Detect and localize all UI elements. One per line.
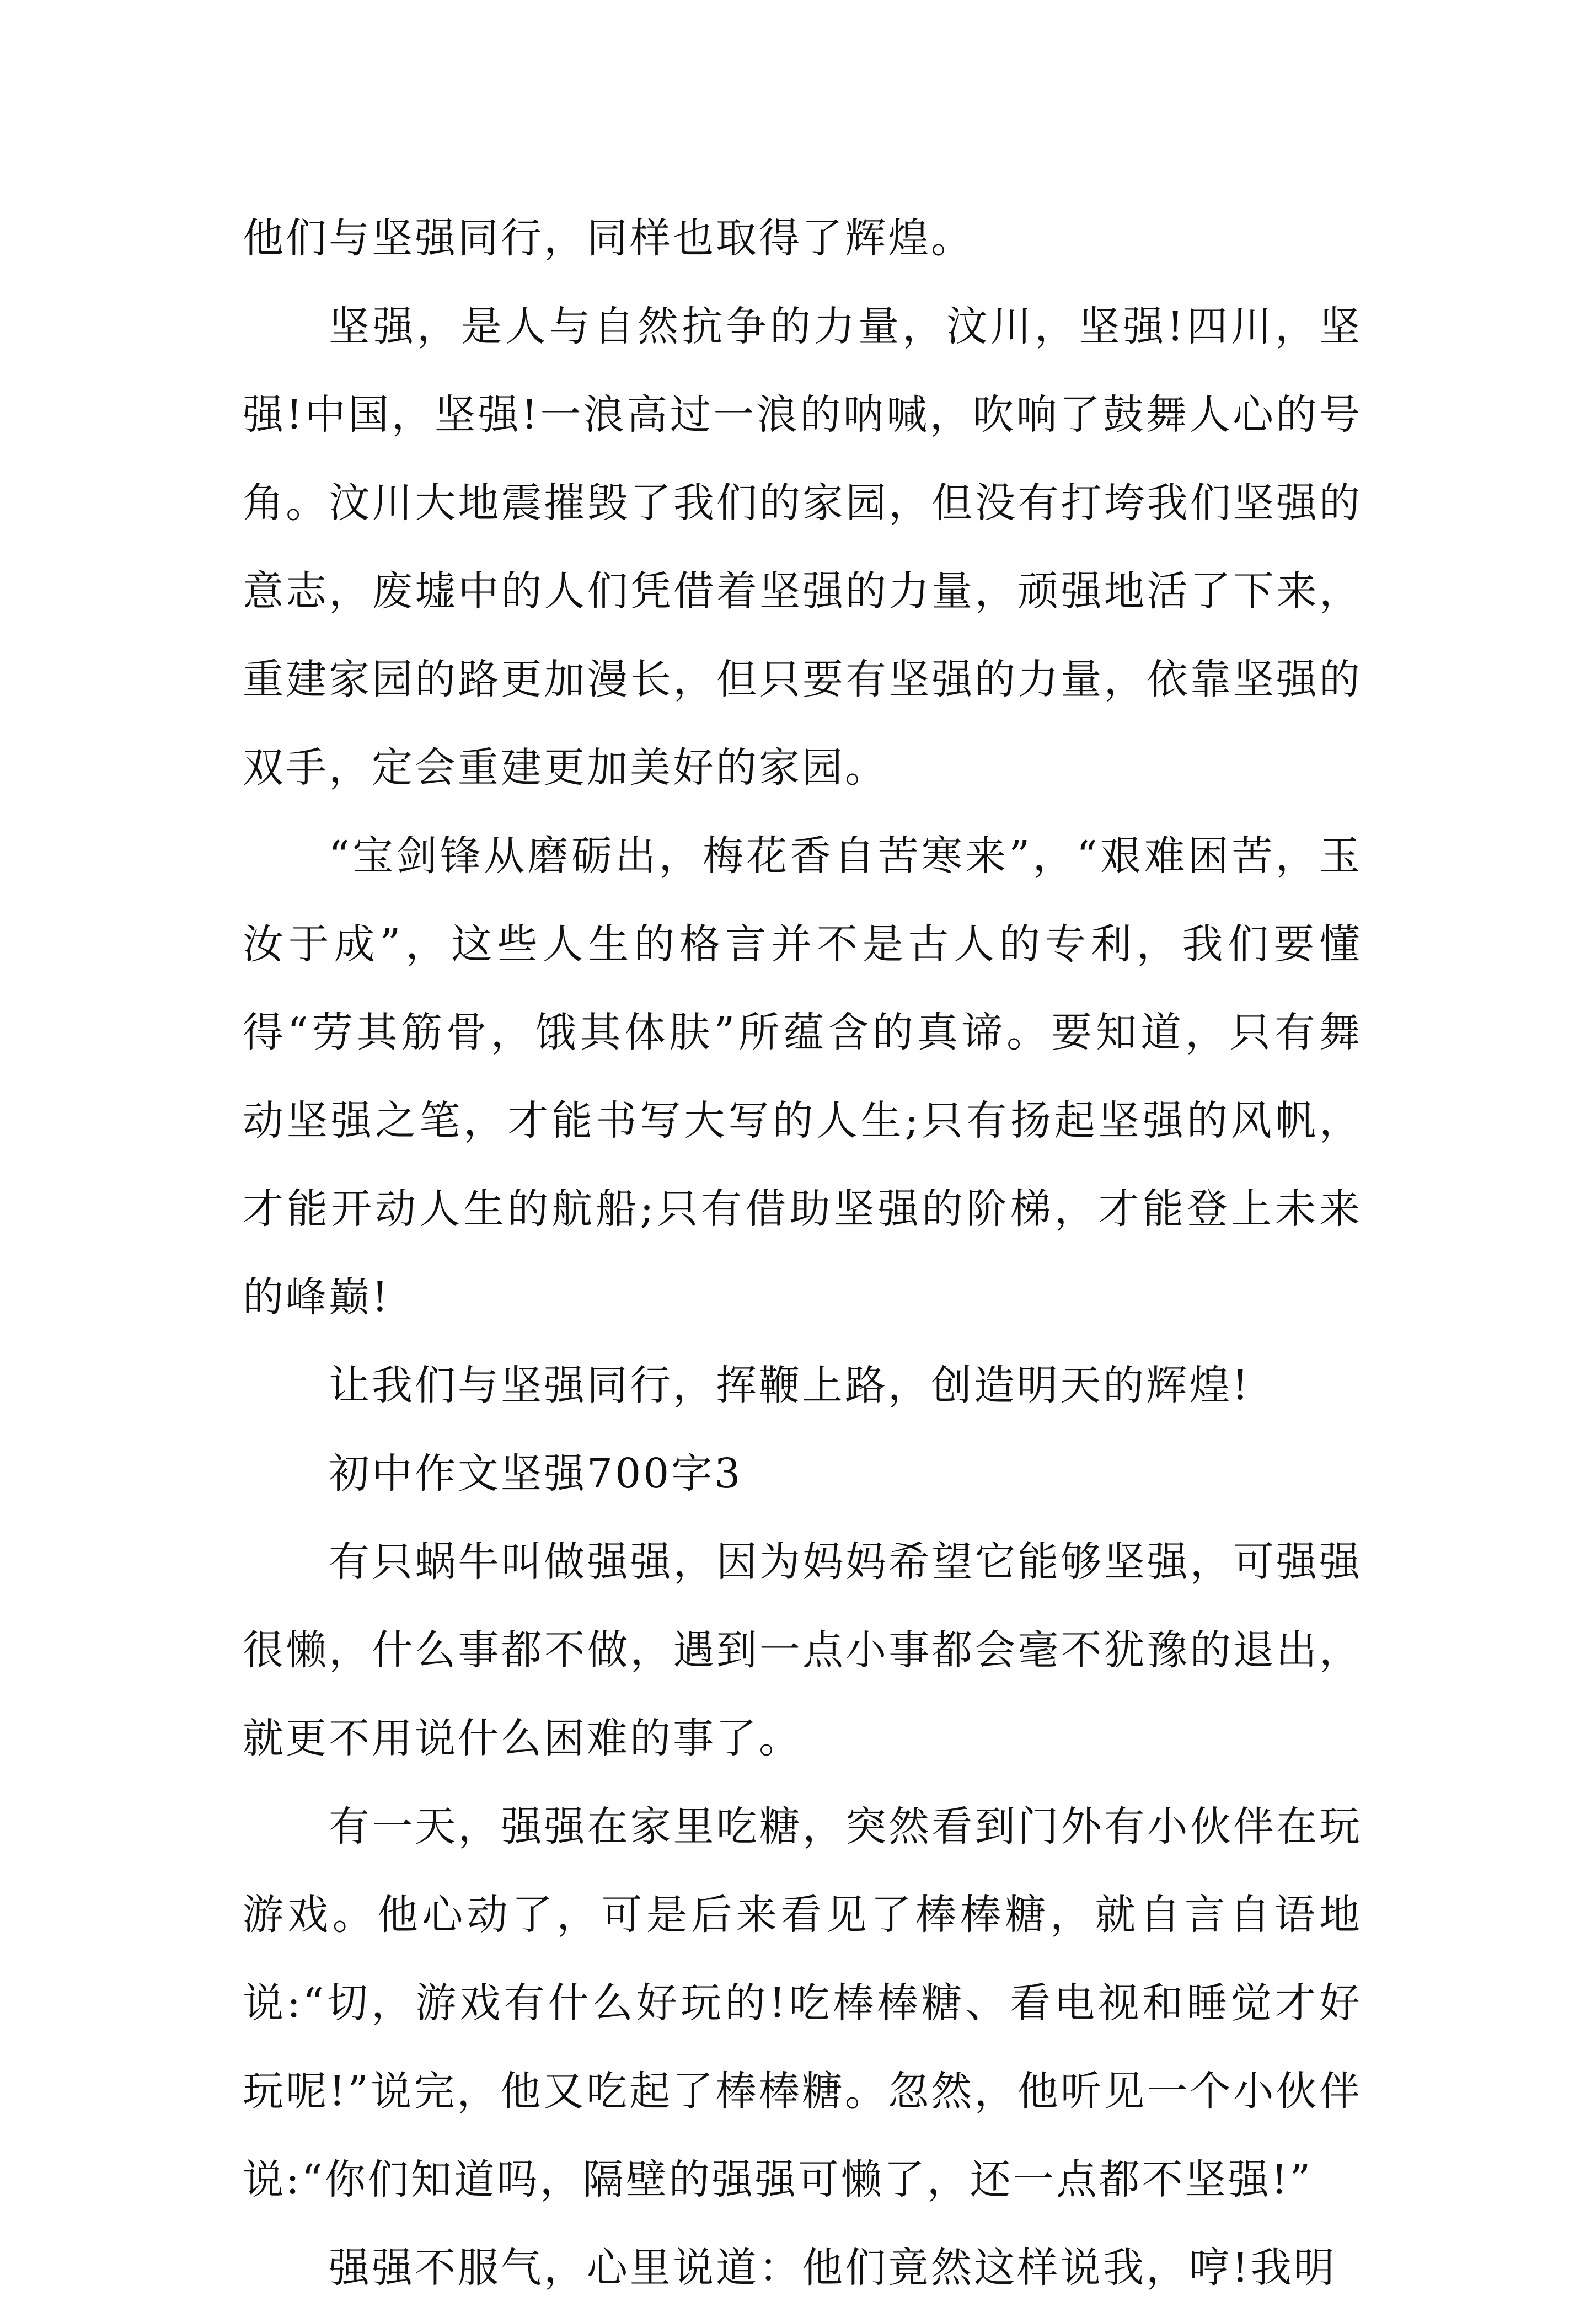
- paragraph-1: 他们与坚强同行，同样也取得了辉煌。: [243, 215, 974, 262]
- paragraph-5: 有只蜗牛叫做强强，因为妈妈希望它能够坚强，可强强很懒，什么事都不做，遇到一点小事都会毫不犹豫的退出，就更不用说什么困难的事了。: [243, 1538, 1362, 1762]
- section-heading: 初中作文坚强700字3: [329, 1450, 743, 1497]
- document-body: [243, 194, 1362, 2312]
- paragraph-3: “宝剑锋从磨砺出，梅花香自苦寒来”，“艰难困苦，玉汝于成”，这些人生的格言并不是古人的专利，我们要懂得“劳其筋骨，饿其体肤”所蕴含的真谛。要知道，只有舞动坚强之笔，才能书写大写的人生;只有扬起坚强的风帆，才能开动人生的航船;只有借助坚强的阶梯，才能登上未来的峰巅!: [243, 832, 1362, 1321]
- paragraph-6: 有一天，强强在家里吃糖，突然看到门外有小伙伴在玩游戏。他心动了，可是后来看见了棒棒糖，就自言自语地说:“切，游戏有什么好玩的!吃棒棒糖、看电视和睡觉才好玩呢!”说完，他又吃起了棒棒糖。忽然，他听见一个小伙伴说:“你们知道吗，隔壁的强强可懒了，还一点都不坚强!”: [243, 1803, 1362, 2203]
- paragraph-4: 让我们与坚强同行，挥鞭上路，创造明天的辉煌!: [329, 1362, 1251, 1409]
- paragraph-2: 坚强，是人与自然抗争的力量，汶川，坚强!四川，坚强!中国，坚强!一浪高过一浪的呐喊，吹响了鼓舞人心的号角。汶川大地震摧毁了我们的家园，但没有打垮我们坚强的意志，废墟中的人们凭借着坚强的力量，顽强地活了下来，重建家园的路更加漫长，但只要有坚强的力量，依靠坚强的双手，定会重建更加美好的家园。: [243, 303, 1362, 791]
- paragraph-7: 强强不服气，心里说道：他们竟然这样说我，哼!我明: [329, 2244, 1337, 2292]
